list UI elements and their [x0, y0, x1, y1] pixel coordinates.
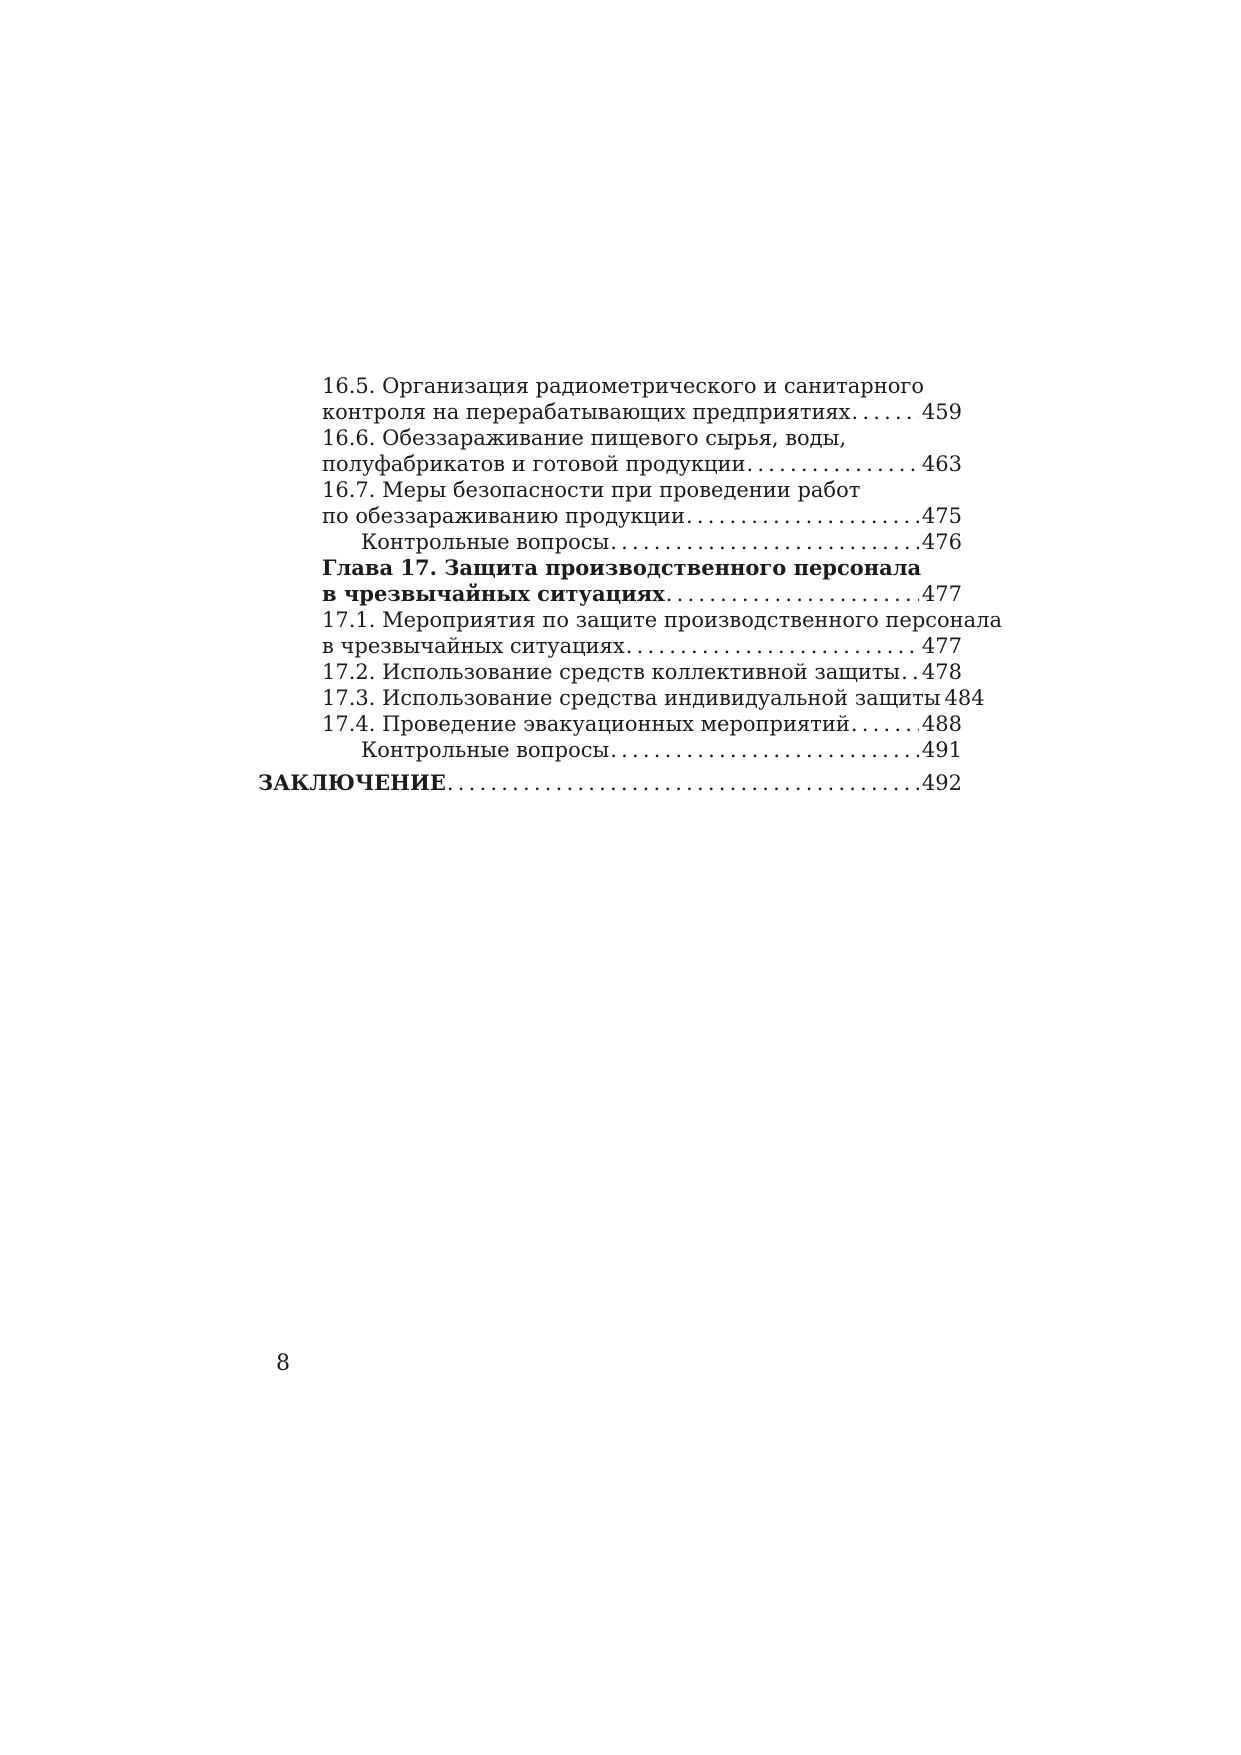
dot-leader	[665, 581, 919, 607]
dot-leader	[446, 770, 919, 796]
toc-page-number: 477	[921, 634, 962, 658]
toc-entry-text: 17.4. Проведение эвакуационных мероприятий	[322, 712, 850, 736]
toc-entry	[322, 425, 962, 451]
toc-entry-text: 16.5. Организация радиометрического и санитарного	[322, 374, 925, 398]
dot-leader	[746, 451, 919, 477]
toc-entry	[322, 685, 985, 711]
toc-entry	[322, 711, 962, 737]
toc-conclusion-entry	[258, 770, 962, 796]
toc-entry-text: полуфабрикатов и готовой продукции	[322, 452, 746, 476]
toc-entry	[322, 373, 962, 399]
toc-page-number: 459	[921, 400, 962, 424]
toc-entry	[322, 607, 1003, 633]
toc-entry-control-questions	[361, 737, 962, 763]
dot-leader	[851, 399, 919, 425]
table-of-contents	[258, 373, 1003, 796]
dot-leader	[850, 711, 919, 737]
toc-page-number: 484	[944, 686, 985, 710]
toc-entry	[322, 633, 962, 659]
toc-chapter-heading	[322, 581, 962, 607]
toc-entry-text: 17.1. Мероприятия по защите производственного персонала	[322, 608, 1003, 632]
toc-entry-text: ЗАКЛЮЧЕНИЕ	[258, 770, 446, 795]
toc-page-number: 492	[921, 771, 962, 795]
toc-entry	[322, 659, 962, 685]
dot-leader	[625, 633, 919, 659]
page-folio: 8	[276, 1351, 290, 1376]
toc-page-number: 491	[921, 738, 962, 762]
toc-page-number: 488	[921, 712, 962, 736]
toc-entry-text: 17.2. Использование средств коллективной защиты	[322, 660, 901, 684]
toc-entry-text: Контрольные вопросы	[361, 738, 610, 762]
toc-entry-text: в чрезвычайных ситуациях	[322, 634, 625, 658]
dot-leader	[685, 503, 919, 529]
toc-chapter-heading	[322, 555, 962, 581]
toc-page-number: 463	[921, 452, 962, 476]
toc-page-number: 478	[921, 660, 962, 684]
toc-entry-text: в чрезвычайных ситуациях	[322, 581, 665, 606]
toc-page-number: 475	[921, 504, 962, 528]
dot-leader	[609, 529, 919, 555]
toc-entry-control-questions	[361, 529, 962, 555]
toc-page-number: 476	[921, 530, 962, 554]
toc-entry-text: 16.6. Обеззараживание пищевого сырья, воды,	[322, 426, 847, 450]
toc-entry	[322, 451, 962, 477]
toc-entry-text: контроля на перерабатывающих предприятиях	[322, 400, 851, 424]
dot-leader	[900, 659, 919, 685]
toc-entry-text: 16.7. Меры безопасности при проведении работ	[322, 478, 861, 502]
toc-page-number: 477	[921, 582, 962, 606]
toc-entry-text: Глава 17. Защита производственного персонала	[322, 555, 922, 580]
toc-entry	[322, 477, 962, 503]
toc-entry	[322, 503, 962, 529]
toc-entry	[322, 399, 962, 425]
dot-leader	[609, 737, 919, 763]
toc-entry-text: Контрольные вопросы	[361, 530, 610, 554]
toc-entry-text: 17.3. Использование средства индивидуальной защиты	[322, 686, 941, 710]
toc-entry-text: по обеззараживанию продукции	[322, 504, 686, 528]
